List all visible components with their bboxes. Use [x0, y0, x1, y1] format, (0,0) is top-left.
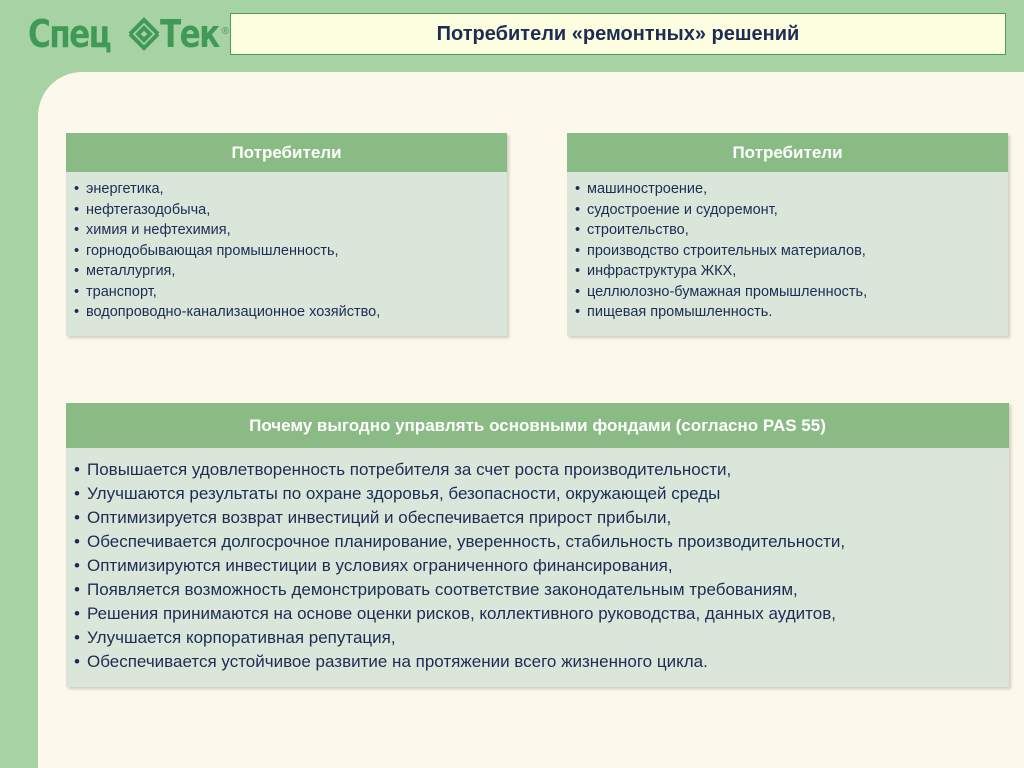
list-item: • пищевая промышленность. — [575, 302, 1008, 323]
bullet-icon: • — [74, 460, 80, 479]
bullet-icon: • — [74, 242, 80, 259]
bullet-icon: • — [575, 263, 581, 279]
list-item: • машиностроение, — [575, 179, 1008, 200]
logo-text-right: Тек — [160, 12, 219, 56]
bullet-icon: • — [74, 201, 80, 218]
list-item: • горнодобывающая промышленность, — [74, 241, 507, 262]
bullet-icon: • — [74, 532, 80, 551]
bullet-icon: • — [74, 304, 80, 320]
list-item: • Появляется возможность демонстрировать соответствие законодательным требованиям, — [74, 578, 1009, 602]
list-item: • судостроение и судоремонт, — [575, 200, 1008, 221]
logo-text-left: Спец — [28, 12, 111, 56]
slide-title-box — [230, 13, 1006, 55]
bullet-icon: • — [74, 652, 80, 671]
bullet-icon: • — [74, 181, 80, 197]
list-item: • химия и нефтехимия, — [74, 220, 507, 241]
consumers-panel-left — [66, 133, 507, 336]
list-item: • Оптимизируются инвестиции в условиях ограниченного финансирования, — [74, 554, 1009, 578]
consumers-panel-right — [567, 133, 1008, 336]
consumers-list-right — [567, 172, 1008, 323]
list-item: • водопроводно-канализационное хозяйство, — [74, 302, 507, 323]
list-item: • Улучшается корпоративная репутация, — [74, 626, 1009, 650]
company-logo — [28, 8, 229, 60]
bullet-icon: • — [74, 263, 80, 279]
panel-header: Почему выгодно управлять основными фондами (согласно PAS 55) — [66, 403, 1009, 448]
bullet-icon: • — [575, 283, 581, 300]
list-item: • металлургия, — [74, 261, 507, 282]
bullet-icon: • — [575, 181, 581, 197]
bullet-icon: • — [575, 304, 581, 320]
consumers-list-left — [66, 172, 507, 323]
bullet-icon: • — [74, 604, 80, 623]
list-item: • Оптимизируется возврат инвестиций и обеспечивается прирост прибыли, — [74, 506, 1009, 530]
list-item: • целлюлозно-бумажная промышленность, — [575, 282, 1008, 303]
list-item: • Обеспечивается устойчивое развитие на протяжении всего жизненного цикла. — [74, 650, 1009, 674]
list-item: • строительство, — [575, 220, 1008, 241]
bullet-icon: • — [575, 222, 581, 238]
list-item: • инфраструктура ЖКХ, — [575, 261, 1008, 282]
bullet-icon: • — [575, 242, 581, 259]
list-item: • Повышается удовлетворенность потребителя за счет роста производительности, — [74, 458, 1009, 482]
list-item: • Обеспечивается долгосрочное планирование, уверенность, стабильность производительности, — [74, 530, 1009, 554]
registered-mark: ® — [221, 26, 229, 37]
logo-emblem-icon — [126, 16, 162, 52]
bullet-icon: • — [74, 556, 80, 575]
bullet-icon: • — [74, 484, 80, 503]
list-item: • Решения принимаются на основе оценки рисков, коллективного руководства, данных аудитов, — [74, 602, 1009, 626]
bullet-icon: • — [74, 222, 80, 238]
bullet-icon: • — [74, 283, 80, 300]
bullet-icon: • — [74, 580, 80, 599]
slide-title: Потребители «ремонтных» решений — [436, 22, 800, 45]
bullet-icon: • — [575, 201, 581, 218]
panel-header: Потребители — [567, 133, 1008, 172]
panel-header: Потребители — [66, 133, 507, 172]
list-item: • транспорт, — [74, 282, 507, 303]
benefits-panel — [66, 403, 1009, 687]
list-item: • энергетика, — [74, 179, 507, 200]
benefits-list — [66, 448, 1009, 674]
list-item: • производство строительных материалов, — [575, 241, 1008, 262]
bullet-icon: • — [74, 508, 80, 527]
list-item: • нефтегазодобыча, — [74, 200, 507, 221]
bullet-icon: • — [74, 628, 80, 647]
list-item: • Улучшаются результаты по охране здоровья, безопасности, окружающей среды — [74, 482, 1009, 506]
